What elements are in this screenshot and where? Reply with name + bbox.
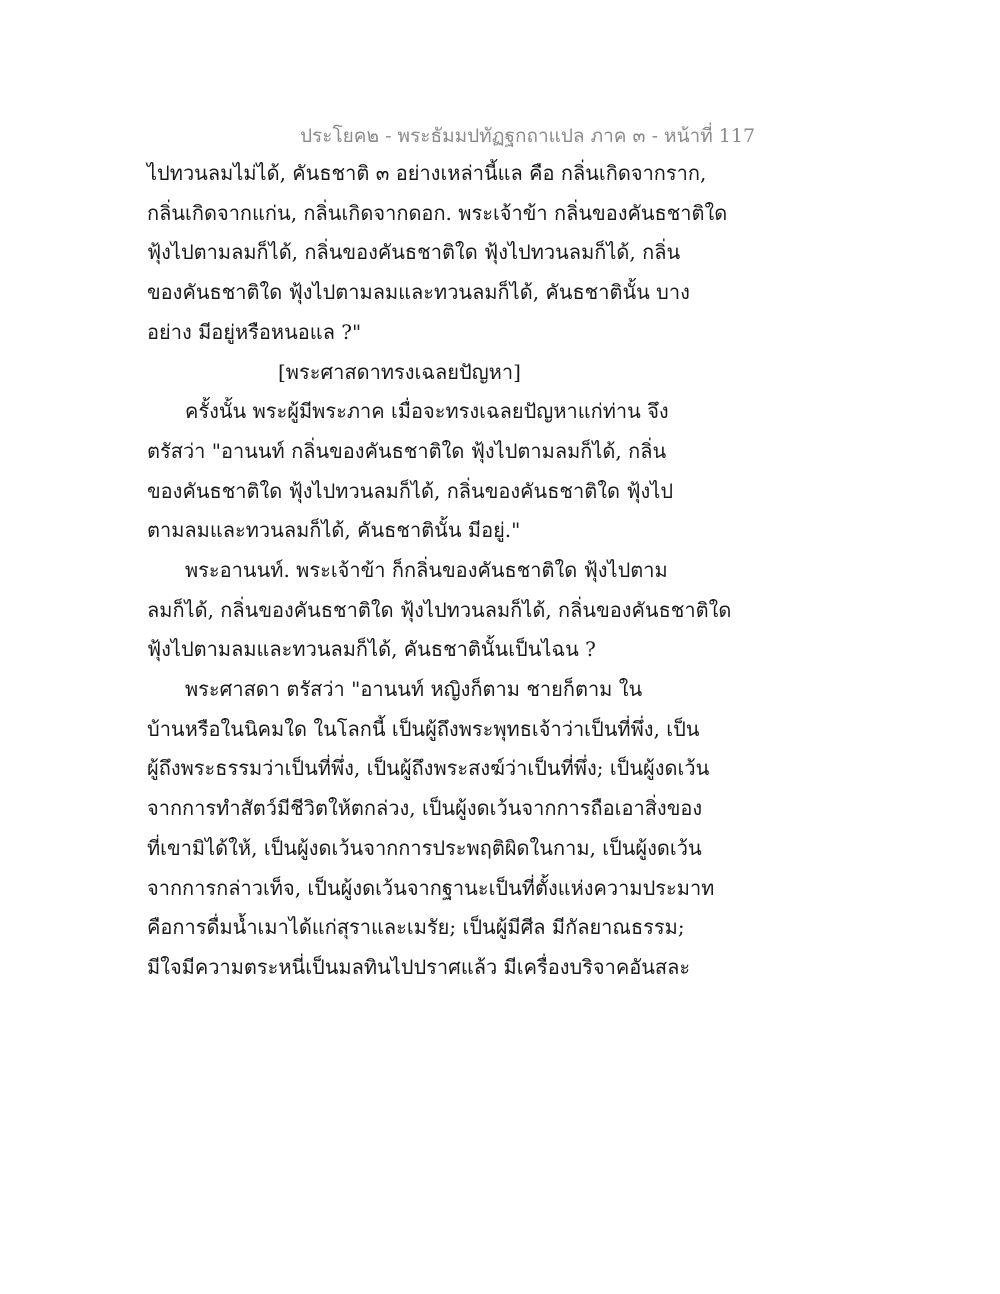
paragraph-first-line: ครั้งนั้น พระผู้มีพระภาค เมื่อจะทรงเฉลยปัญหาแก่ท่าน จึง — [185, 399, 669, 423]
text-line: ของคันธชาติใด ฟุ้งไปทวนลมก็ได้, กลิ่นของคันธชาติใด ฟุ้งไป — [147, 479, 674, 503]
text-line: ตรัสว่า "อานนท์ กลิ่นของคันธชาติใด ฟุ้งไปตามลมก็ได้, กลิ่น — [147, 439, 667, 463]
section-heading: [พระศาสดาทรงเฉลยปัญหา] — [278, 360, 521, 384]
text-line: ลมก็ได้, กลิ่นของคันธชาติใด ฟุ้งไปทวนลมก็ได้, กลิ่นของคันธชาติใด — [147, 598, 732, 622]
text-line: ของคันธชาติใด ฟุ้งไปตามลมและทวนลมก็ได้, คันธชาตินั้น บาง — [147, 280, 690, 304]
paragraph-first-line: พระอานนท์. พระเจ้าข้า ก็กลิ่นของคันธชาติใด ฟุ้งไปตาม — [185, 558, 668, 582]
text-line: อย่าง มีอยู่หรือหนอแล ?" — [147, 320, 362, 344]
text-line: กลิ่นเกิดจากแก่น, กลิ่นเกิดจากดอก. พระเจ้าข้า กลิ่นของคันธชาติใด — [147, 201, 728, 225]
paragraph-first-line: พระศาสดา ตรัสว่า "อานนท์ หญิงก็ตาม ชายก็ตาม ใน — [185, 677, 643, 701]
text-line: ผู้ถึงพระธรรมว่าเป็นที่พึ่ง, เป็นผู้ถึงพระสงฆ์ว่าเป็นที่พึ่ง; เป็นผู้งดเว้น — [147, 756, 710, 780]
text-line: ฟุ้งไปตามลมและทวนลมก็ได้, คันธชาตินั้นเป็นไฉน ? — [147, 637, 596, 661]
text-line: ตามลมและทวนลมก็ได้, คันธชาตินั้น มีอยู่." — [147, 518, 521, 542]
text-line: ฟุ้งไปตามลมก็ได้, กลิ่นของคันธชาติใด ฟุ้งไปทวนลมก็ได้, กลิ่น — [147, 240, 681, 264]
text-line: บ้านหรือในนิคมใด ในโลกนี้ เป็นผู้ถึงพระพุทธเจ้าว่าเป็นที่พึ่ง, เป็น — [147, 717, 700, 741]
text-line: ที่เขามิได้ให้, เป็นผู้งดเว้นจากการประพฤติผิดในกาม, เป็นผู้งดเว้น — [147, 836, 702, 860]
text-line: จากการกล่าวเท็จ, เป็นผู้งดเว้นจากฐานะเป็นที่ตั้งแห่งความประมาท — [147, 876, 715, 900]
text-line: มีใจมีความตระหนี่เป็นมลทินไปปราศแล้ว มีเครื่องบริจาคอันสละ — [147, 955, 691, 979]
text-line: ไปทวนลมไม่ได้, คันธชาติ ๓ อย่างเหล่านี้แล คือ กลิ่นเกิดจากราก, — [147, 161, 707, 185]
text-line: จากการทำสัตว์มีชีวิตให้ตกล่วง, เป็นผู้งดเว้นจากการถือเอาสิ่งของ — [147, 796, 703, 820]
running-header: ประโยค๒ - พระธัมมปทัฏฐกถาแปล ภาค ๓ - หน้าที่ 117 — [300, 125, 756, 147]
text-line: คือการดื่มน้ำเมาได้แก่สุราและเมรัย; เป็นผู้มีศีล มีกัลยาณธรรม; — [147, 915, 685, 939]
